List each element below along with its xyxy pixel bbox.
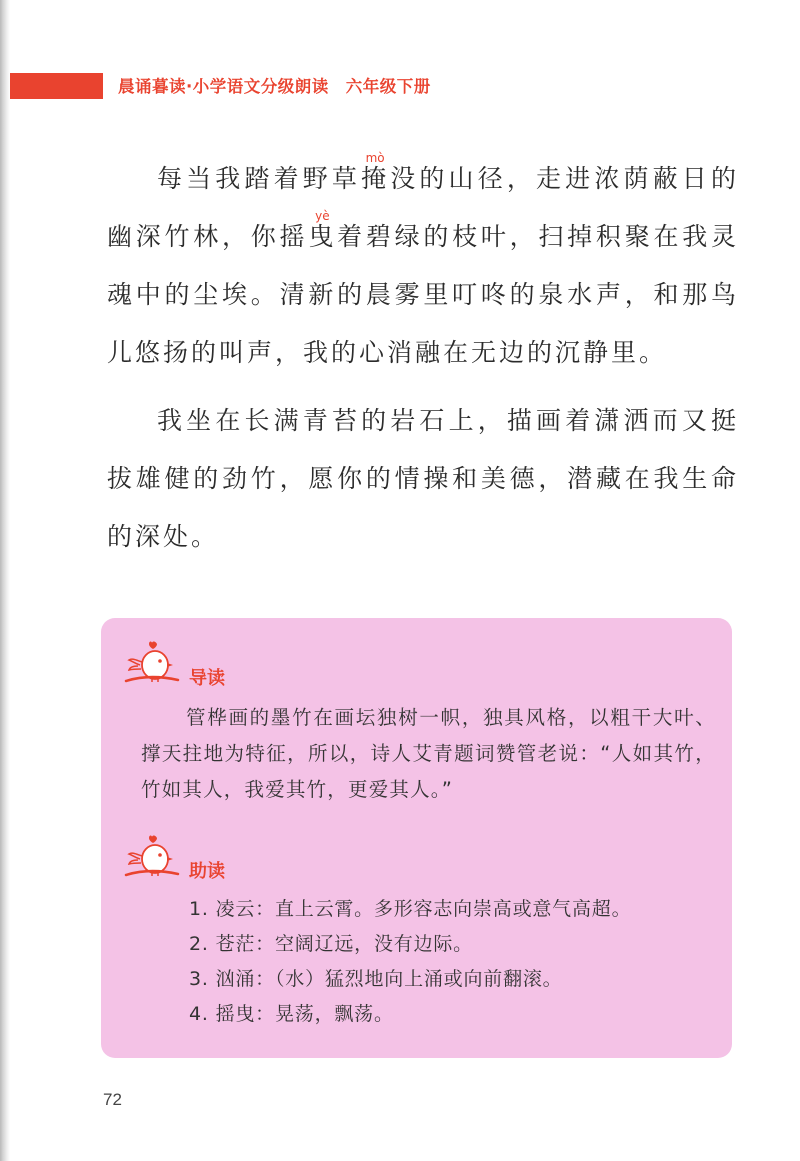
text-segment: 没的山径，走进浓荫蔽日的幽深竹林，你摇 — [107, 164, 739, 251]
guide-heading: 导读 — [189, 668, 225, 689]
annotated-char: 掩mò — [361, 151, 391, 193]
paragraph-2 — [107, 392, 739, 566]
text-segment: 我坐在长满青苔的岩石上，描画着潇洒而又挺拔雄健的劲竹，愿你的情操和美德，潜藏在我生命的深处。 — [107, 406, 739, 551]
help-item: 1. 凌云：直上云霄。多形容志向崇高或意气高超。 — [189, 898, 632, 920]
header-accent-bar — [10, 73, 103, 99]
help-item: 2. 苍茫：空阔辽远，没有边际。 — [189, 933, 473, 955]
bird-icon — [124, 834, 180, 880]
pinyin-annotation: yè — [308, 209, 337, 223]
paragraph-1 — [107, 150, 739, 382]
guide-text: 管桦画的墨竹在画坛独树一帜，独具风格，以粗干大叶、撑天拄地为特征，所以，诗人艾青题词赞管老说：“人如其竹，竹如其人，我爱其竹，更爱其人。” — [141, 706, 716, 801]
text-segment: 每当我踏着野草 — [157, 164, 362, 193]
body-text — [107, 150, 739, 566]
help-item: 4. 摇曳：晃荡，飘荡。 — [189, 1003, 394, 1025]
help-list — [189, 892, 709, 1032]
text-segment: 着碧绿的枝叶，扫掉积聚在我灵魂中的尘埃。清新的晨雾里叮咚的泉水声，和那鸟儿悠扬的叫声，我的心消融在无边的沉静里。 — [107, 222, 739, 367]
help-heading: 助读 — [189, 861, 225, 882]
help-item: 3. 汹涌：（水）猛烈地向上涌或向前翻滚。 — [189, 968, 563, 990]
page-number: 72 — [103, 1090, 122, 1109]
annotated-char: 曳yè — [308, 209, 338, 251]
bird-icon — [124, 640, 180, 686]
pinyin-annotation: mò — [361, 151, 390, 165]
running-header: 晨诵暮读·小学语文分级朗读 六年级下册 — [118, 77, 431, 96]
book-spine-shadow — [0, 0, 10, 1161]
